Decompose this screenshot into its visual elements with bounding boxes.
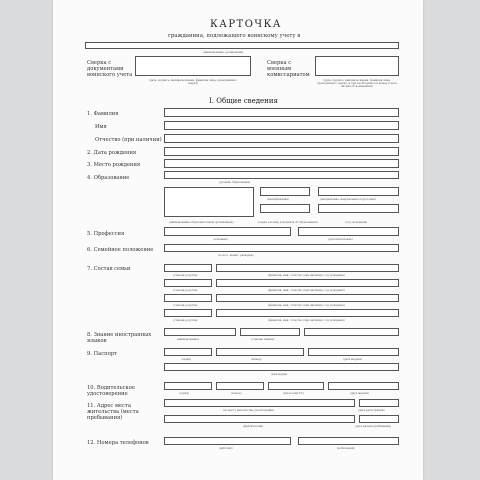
field-10-label: 10. Водительское удостоверение (87, 385, 135, 397)
field-12-label: 12. Номера телефонов (87, 440, 149, 446)
document-number-field[interactable] (260, 204, 310, 213)
fio-caption-1: (фамилия, имя, отчество (при наличии), год рождения) (268, 274, 345, 277)
specialty-caption: (направление, направление подготовки) (320, 198, 376, 201)
profession-extra-field[interactable] (298, 227, 399, 236)
by-reg-caption: (по месту жительства / регистрации) (223, 409, 274, 412)
mobile-caption: (мобильный) (337, 447, 355, 450)
family-fio-3[interactable] (216, 294, 399, 302)
family-kinship-2[interactable] (164, 279, 212, 287)
field-6-label: 6. Семейное положение (87, 247, 154, 253)
actual-caption: (фактический) (243, 425, 264, 428)
marital-caption: (холост, женат, разведен) (218, 254, 254, 257)
reg-date-caption: (дата регистрации) (358, 409, 385, 412)
birth-place-field[interactable] (164, 159, 399, 168)
family-fio-2[interactable] (216, 279, 399, 287)
license-series-field[interactable] (164, 382, 212, 390)
profession-main-field[interactable] (164, 227, 291, 236)
family-fio-4[interactable] (216, 309, 399, 317)
sverka-documents-field[interactable] (135, 56, 251, 76)
passport-series-field[interactable] (164, 348, 212, 356)
birth-date-field[interactable] (164, 147, 399, 156)
education-level-field[interactable] (164, 171, 399, 179)
lang-level-caption: (степень знания) (251, 338, 275, 341)
sverka-commissariat-caption: (дата, подпись, инициалы имени, фамилия лица, проводившего сверку, и при необходимости номер и дата письма об изменениях) (317, 79, 397, 88)
kinship-caption-3: (степень родства) (173, 304, 198, 307)
card-subtitle: гражданина, подлежащего воинскому учету в (168, 33, 301, 39)
home-caption: (рабочий) (219, 447, 233, 450)
registration-date-field[interactable] (359, 399, 399, 407)
phone-work-field[interactable] (164, 437, 291, 445)
language-extra-field[interactable] (304, 328, 399, 336)
family-kinship-3[interactable] (164, 294, 212, 302)
stay-date-field[interactable] (359, 415, 399, 423)
field-5-label: 5. Профессия (87, 231, 125, 237)
qualification-caption: (квалификация) (267, 198, 289, 201)
surname-field[interactable] (164, 108, 399, 117)
sverka-documents-caption: (дата, подпись, инициалы имени, фамилия лица, проводившего сверку) (149, 79, 237, 85)
lang-caption: (наименование) (177, 338, 199, 341)
license-number-caption: (номер) (231, 392, 242, 395)
qualification-field[interactable] (260, 187, 310, 196)
field-1-label: 1. Фамилия (87, 111, 119, 117)
organization-field[interactable] (85, 42, 399, 49)
address-actual-field[interactable] (164, 415, 355, 423)
field-7-label: 7. Состав семьи (87, 266, 131, 272)
issued-by-caption: (кем выдан) (271, 373, 288, 376)
language-name-field[interactable] (164, 328, 236, 336)
graduation-year-field[interactable] (318, 204, 399, 213)
language-level-field[interactable] (240, 328, 300, 336)
field-9-label: 9. Паспорт (87, 351, 117, 357)
specialty-field[interactable] (318, 187, 399, 196)
organization-caption: (наименование организации) (203, 51, 244, 54)
fio-caption-3: (фамилия, имя, отчество (при наличии), год рождения) (268, 304, 345, 307)
sverka-commissariat-label: Сверка с военным комиссариатом (267, 60, 310, 78)
edu-level-caption: (уровень образования) (219, 181, 251, 184)
name-label: Имя (95, 124, 107, 130)
field-8-label: 8. Знание иностранных языков (87, 332, 152, 344)
fio-caption-2: (фамилия, имя, отчество (при наличии), год рождения) (268, 289, 345, 292)
family-kinship-4[interactable] (164, 309, 212, 317)
number-caption: (номер) (251, 358, 262, 361)
year-caption: (год окончания) (345, 221, 368, 224)
categories-caption: (категории ТС) (283, 392, 304, 395)
sverka-documents-label: Сверка с документами воинского учета (87, 60, 133, 78)
main-caption: (основная) (213, 238, 228, 241)
license-date-caption: (дата выдачи) (350, 392, 370, 395)
card-title: КАРТОЧКА (210, 19, 282, 30)
stay-date-caption: (дата начала пребывания) (355, 425, 392, 428)
address-registration-field[interactable] (164, 399, 355, 407)
section-1-title: I. Общие сведения (209, 97, 278, 105)
issue-date-caption: (дата выдачи) (343, 358, 363, 361)
passport-date-field[interactable] (308, 348, 399, 356)
extra-caption: (дополнительная) (328, 238, 353, 241)
field-2-label: 2. Дата рождения (87, 150, 137, 156)
edu-org-caption: (наименование образовательной организации) (169, 221, 234, 224)
edu-org-field[interactable] (164, 187, 254, 217)
family-kinship-1[interactable] (164, 264, 212, 272)
kinship-caption-1: (степень родства) (173, 274, 198, 277)
document-caption: (серия и номер документа об образовании) (258, 221, 318, 224)
kinship-caption-4: (степень родства) (173, 319, 198, 322)
field-4-label: 4. Образование (87, 175, 130, 181)
series-caption: (серия) (181, 358, 192, 361)
document-page (53, 0, 423, 480)
license-series-caption: (серия) (179, 392, 190, 395)
phone-mobile-field[interactable] (298, 437, 399, 445)
field-11-label: 11. Адрес места жительства (места пребывания) (87, 403, 139, 421)
fio-caption-4: (фамилия, имя, отчество (при наличии), год рождения) (268, 319, 345, 322)
field-3-label: 3. Место рождения (87, 162, 141, 168)
passport-issued-by-field[interactable] (164, 363, 399, 371)
license-categories-field[interactable] (268, 382, 324, 390)
name-field[interactable] (164, 121, 399, 130)
kinship-caption-2: (степень родства) (173, 289, 198, 292)
family-fio-1[interactable] (216, 264, 399, 272)
sverka-commissariat-field[interactable] (315, 56, 399, 76)
patronymic-label: Отчество (при наличии) (95, 137, 162, 143)
license-number-field[interactable] (216, 382, 264, 390)
license-date-field[interactable] (328, 382, 399, 390)
patronymic-field[interactable] (164, 134, 399, 143)
marital-status-field[interactable] (164, 244, 399, 252)
passport-number-field[interactable] (216, 348, 304, 356)
